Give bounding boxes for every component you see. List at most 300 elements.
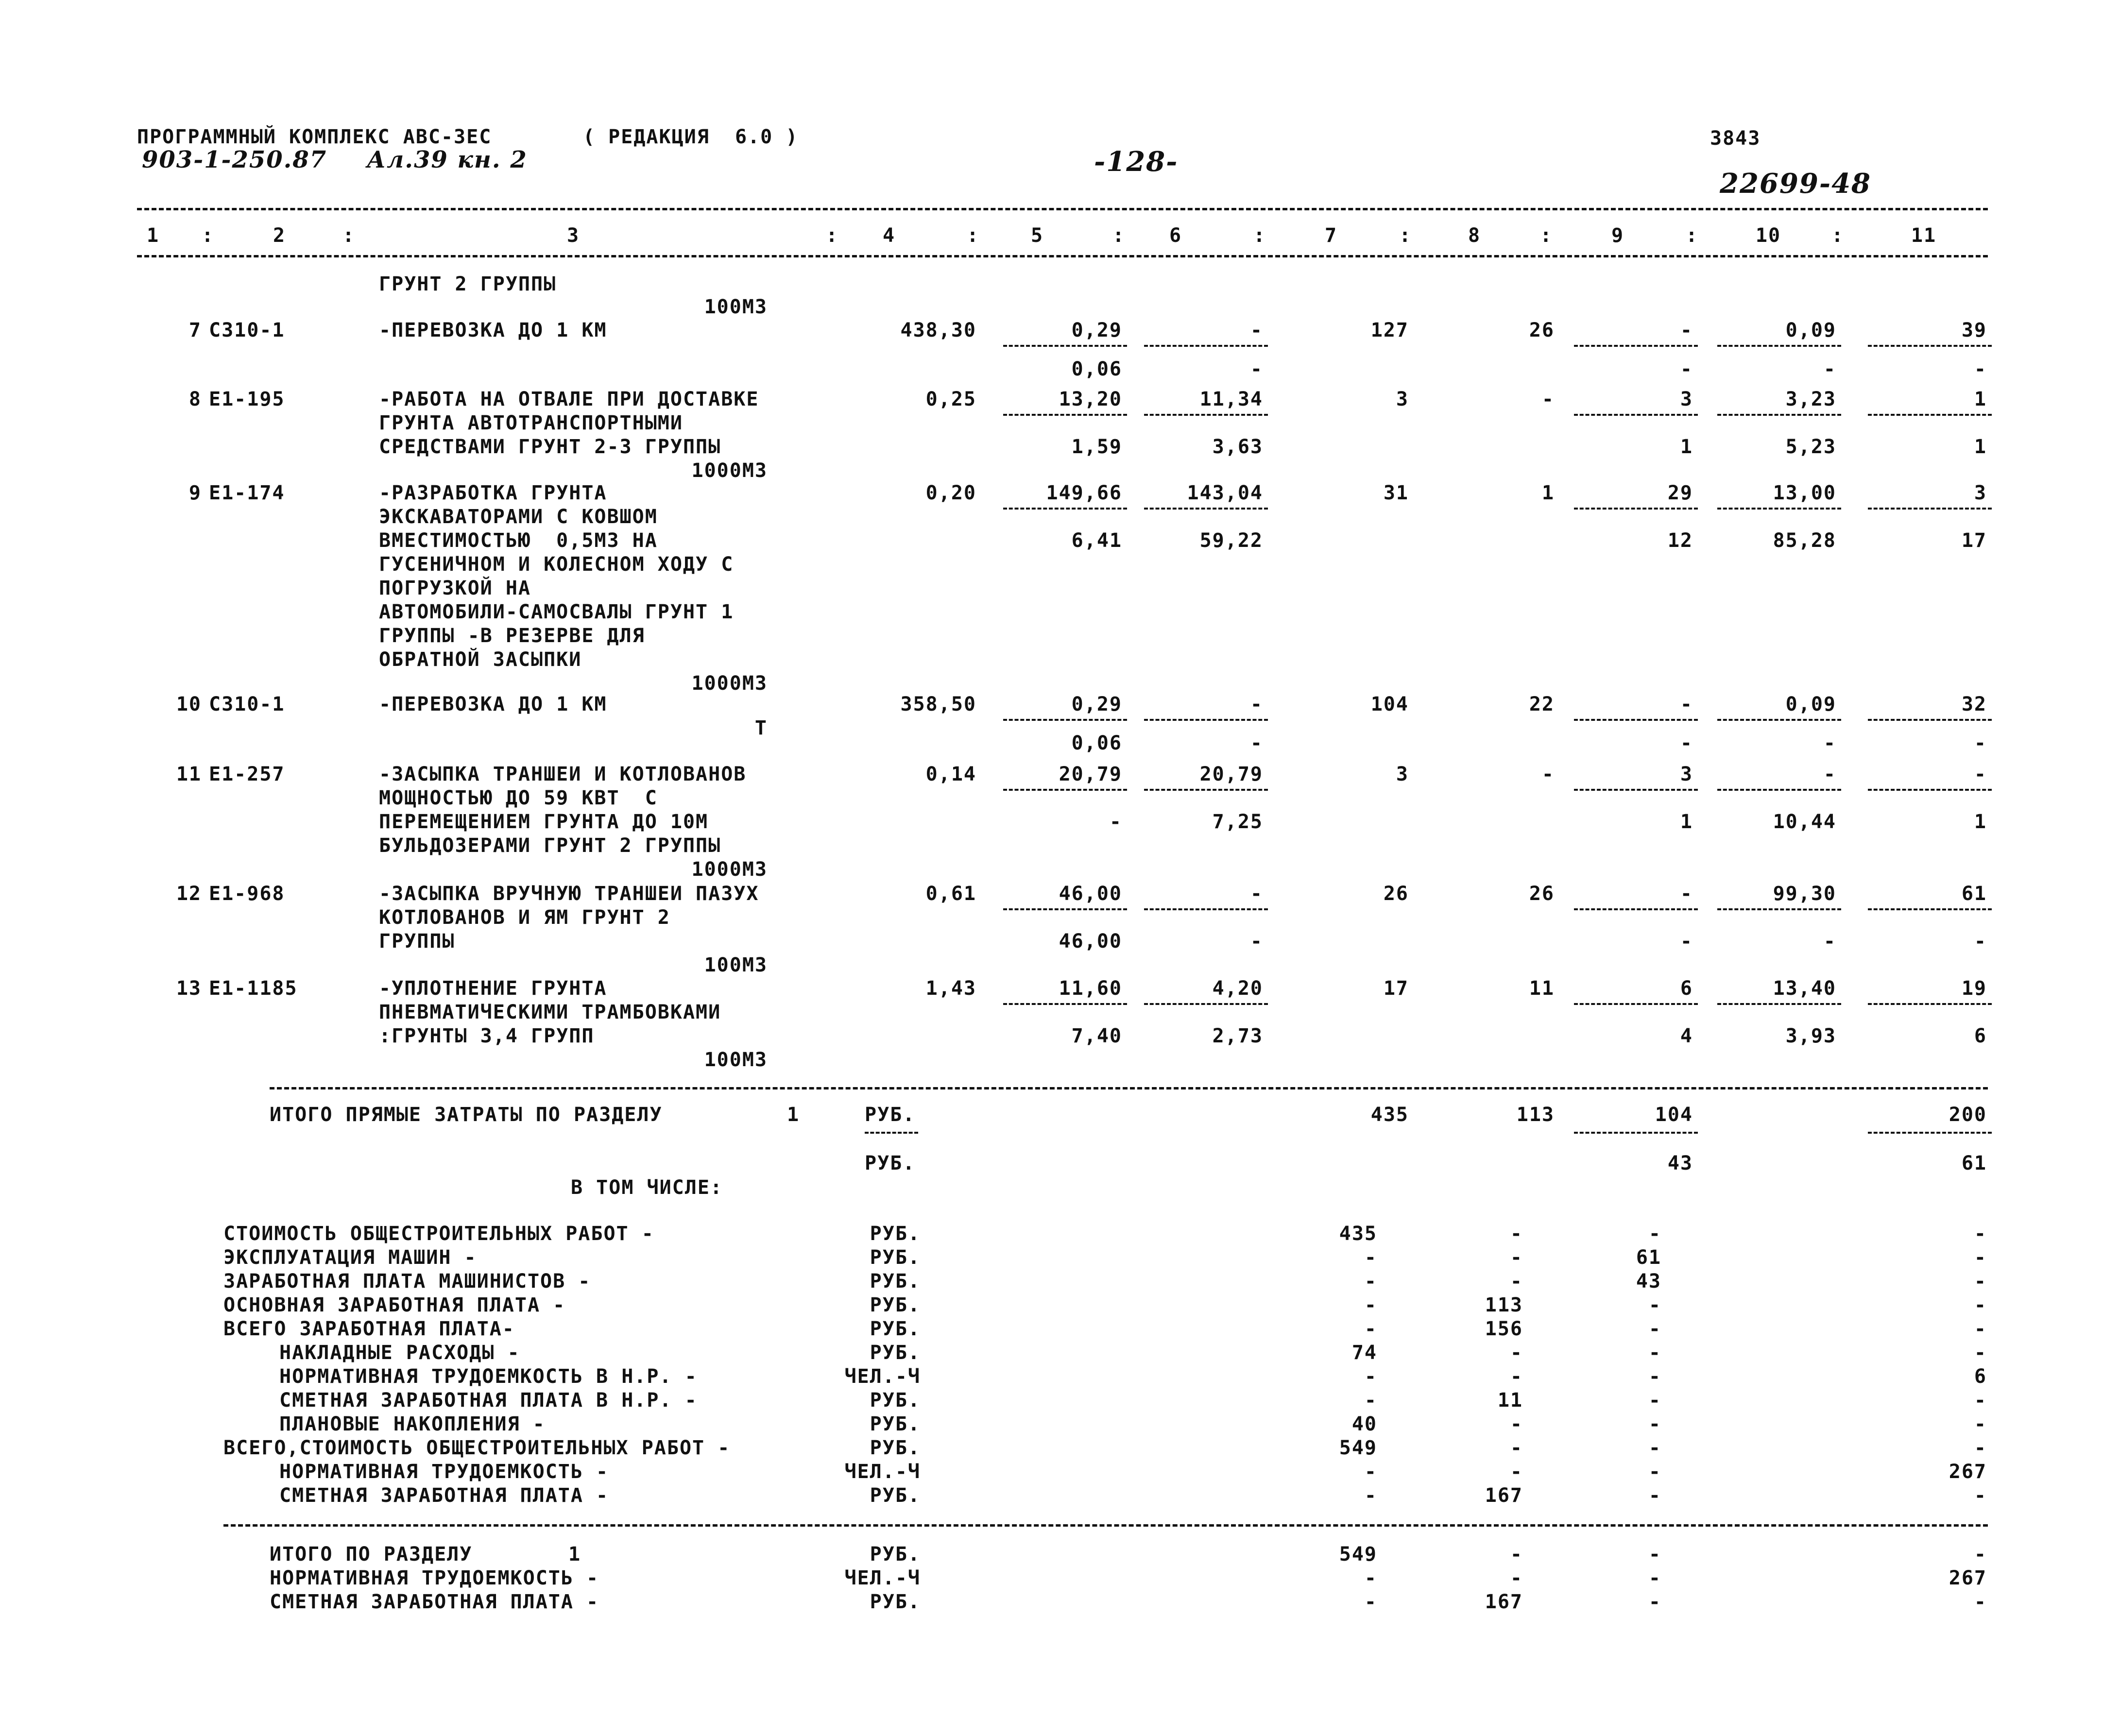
section-total-c11: 267: [1949, 1567, 1987, 1589]
breakdown-label: ОСНОВНАЯ ЗАРАБОТНАЯ ПЛАТА -: [223, 1294, 566, 1316]
program-edition: ( РЕДАКЦИЯ 6.0 ): [583, 126, 799, 148]
cell-c7: 3: [1396, 388, 1409, 410]
cell-c5-bottom: -: [1109, 811, 1122, 833]
breakdown-c11: 267: [1949, 1461, 1987, 1483]
breakdown-c8: 167: [1485, 1484, 1523, 1507]
cell-c6-bottom: -: [1250, 930, 1263, 953]
cell-divider: [1144, 345, 1268, 347]
cell-c5-top: 11,60: [1059, 977, 1122, 1000]
cell-quantity: 438,30: [900, 319, 976, 341]
column-header-7: 7: [1324, 224, 1338, 247]
cell-c8: 22: [1529, 693, 1555, 715]
breakdown-label: НОРМАТИВНАЯ ТРУДОЕМКОСТЬ -: [279, 1461, 609, 1483]
cell-c9-top: 3: [1680, 763, 1693, 785]
row-description-line: :ГРУНТЫ 3,4 ГРУПП: [379, 1025, 595, 1047]
section-total-unit: ЧЕЛ.-Ч: [844, 1567, 921, 1589]
cell-c10-top: -: [1823, 763, 1836, 785]
cell-quantity: 358,50: [900, 693, 976, 715]
cell-c8: 11: [1529, 977, 1555, 1000]
breakdown-c9: -: [1648, 1342, 1661, 1364]
cell-c9-bottom: 12: [1667, 529, 1693, 552]
row-description-line: СРЕДСТВАМИ ГРУНТ 2-3 ГРУППЫ: [379, 436, 721, 458]
row-unit: Т: [754, 717, 768, 739]
breakdown-unit: РУБ.: [870, 1484, 921, 1507]
cell-c6-bottom: 7,25: [1212, 811, 1263, 833]
row-unit: 1000М3: [691, 672, 768, 695]
breakdown-unit: РУБ.: [870, 1318, 921, 1340]
row-unit: 1000М3: [691, 858, 768, 881]
cell-divider: [1574, 719, 1698, 721]
sheet-reference: Ал.39 кн. 2: [367, 146, 528, 173]
cell-c11-bottom: -: [1974, 930, 1987, 953]
breakdown-c7: 549: [1339, 1437, 1377, 1459]
column-separator: :: [1399, 224, 1412, 247]
row-unit: 1000М3: [691, 460, 768, 482]
section-total-c9: -: [1648, 1543, 1661, 1566]
cell-c8: 26: [1529, 883, 1555, 905]
cell-c10-bottom: 10,44: [1773, 811, 1836, 833]
cell-c11-top: 3: [1974, 482, 1987, 504]
breakdown-unit: РУБ.: [870, 1294, 921, 1316]
breakdown-c9: -: [1648, 1437, 1661, 1459]
cell-c8: 26: [1529, 319, 1555, 341]
total-label: ИТОГО ПРЯМЫЕ ЗАТРАТЫ ПО РАЗДЕЛУ: [270, 1104, 663, 1126]
row-pretext: ГРУНТ 2 ГРУППЫ: [379, 273, 557, 295]
total-c9-bottom: 43: [1667, 1152, 1693, 1174]
column-header-1: 1: [146, 224, 160, 247]
cell-c10-bottom: 3,93: [1785, 1025, 1836, 1047]
cell-divider: [1144, 508, 1268, 510]
column-separator: :: [342, 224, 356, 247]
cell-c8: 1: [1541, 482, 1555, 504]
document-code: 903-1-250.87: [142, 146, 327, 173]
cell-c6-top: 4,20: [1212, 977, 1263, 1000]
cell-divider: [1574, 789, 1698, 791]
cell-c5-top: 0,29: [1071, 319, 1122, 341]
cell-divider: [1574, 1003, 1698, 1005]
row-code: С310-1: [209, 319, 285, 341]
row-code: Е1-174: [209, 482, 285, 504]
row-description-line: ЭКСКАВАТОРАМИ С КОВШОМ: [379, 506, 658, 528]
row-number: 9: [188, 482, 202, 504]
cell-c11-bottom: -: [1974, 732, 1987, 754]
totals-top-rule: [270, 1087, 1988, 1089]
row-unit: 100М3: [704, 296, 768, 318]
cell-divider: [1003, 345, 1127, 347]
cell-quantity: 0,61: [925, 883, 976, 905]
cell-c5-top: 20,79: [1059, 763, 1122, 785]
cell-c10-top: 3,23: [1785, 388, 1836, 410]
section-total-c7: 549: [1339, 1543, 1377, 1566]
row-description-line: -РАБОТА НА ОТВАЛЕ ПРИ ДОСТАВКЕ: [379, 388, 759, 410]
breakdown-c7: -: [1364, 1389, 1377, 1412]
cell-c6-top: 20,79: [1199, 763, 1263, 785]
total-section: 1: [787, 1104, 800, 1126]
cell-divider: [1717, 789, 1841, 791]
breakdown-unit: РУБ.: [870, 1246, 921, 1269]
cell-c5-bottom: 0,06: [1071, 732, 1122, 754]
cell-c5-bottom: 1,59: [1071, 436, 1122, 458]
cell-c6-bottom: -: [1250, 358, 1263, 380]
cell-divider: [1144, 414, 1268, 416]
row-code: Е1-195: [209, 388, 285, 410]
total-c9-top: 104: [1655, 1104, 1693, 1126]
row-description-line: -РАЗРАБОТКА ГРУНТА: [379, 482, 607, 504]
cell-c6-top: -: [1250, 319, 1263, 341]
cell-divider: [1868, 789, 1992, 791]
row-description-line: -ПЕРЕВОЗКА ДО 1 КМ: [379, 693, 607, 715]
breakdown-c9: 61: [1636, 1246, 1661, 1269]
row-number: 13: [176, 977, 202, 1000]
cell-c10-top: 13,00: [1773, 482, 1836, 504]
breakdown-label: НАКЛАДНЫЕ РАСХОДЫ -: [279, 1342, 520, 1364]
cell-c6-bottom: 59,22: [1199, 529, 1263, 552]
cell-c10-bottom: -: [1823, 358, 1836, 380]
cell-c5-bottom: 0,06: [1071, 358, 1122, 380]
breakdown-unit: ЧЕЛ.-Ч: [844, 1461, 921, 1483]
total-c11-top: 200: [1949, 1104, 1987, 1126]
breakdown-unit: РУБ.: [870, 1389, 921, 1412]
cell-c10-bottom: -: [1823, 930, 1836, 953]
cell-c5-top: 13,20: [1059, 388, 1122, 410]
cell-divider: [1868, 508, 1992, 510]
cell-c11-top: 32: [1961, 693, 1987, 715]
breakdown-c9: -: [1648, 1413, 1661, 1435]
breakdown-c11: -: [1974, 1223, 1987, 1245]
row-description-line: МОЩНОСТЬЮ ДО 59 КВТ С: [379, 787, 658, 809]
header-bottom-rule: [137, 255, 1988, 257]
breakdown-unit: РУБ.: [870, 1223, 921, 1245]
column-header-6: 6: [1169, 224, 1182, 247]
cell-quantity: 0,25: [925, 388, 976, 410]
row-description-line: -ЗАСЫПКА ВРУЧНУЮ ТРАНШЕИ ПАЗУХ: [379, 883, 759, 905]
cell-c6-top: -: [1250, 883, 1263, 905]
breakdown-unit: РУБ.: [870, 1437, 921, 1459]
cell-divider: [1003, 1003, 1127, 1005]
breakdown-c7: -: [1364, 1270, 1377, 1293]
breakdown-c8: -: [1510, 1413, 1523, 1435]
cell-c10-bottom: -: [1823, 732, 1836, 754]
including-label: В ТОМ ЧИСЛЕ:: [571, 1176, 723, 1199]
cell-divider: [1003, 508, 1127, 510]
breakdown-label: ВСЕГО ЗАРАБОТНАЯ ПЛАТА-: [223, 1318, 515, 1340]
breakdown-c7: 435: [1339, 1223, 1377, 1245]
cell-divider: [1868, 719, 1992, 721]
breakdown-c7: -: [1364, 1246, 1377, 1269]
cell-divider: [1003, 908, 1127, 910]
breakdown-c11: -: [1974, 1318, 1987, 1340]
cell-c6-bottom: 3,63: [1212, 436, 1263, 458]
column-separator: :: [1112, 224, 1126, 247]
cell-quantity: 0,20: [925, 482, 976, 504]
row-code: Е1-1185: [209, 977, 298, 1000]
section-total-c8: 167: [1485, 1591, 1523, 1613]
breakdown-label: СМЕТНАЯ ЗАРАБОТНАЯ ПЛАТА В Н.Р. -: [279, 1389, 698, 1412]
cell-divider: [1003, 789, 1127, 791]
cell-c6-bottom: -: [1250, 732, 1263, 754]
breakdown-label: ЗАРАБОТНАЯ ПЛАТА МАШИНИСТОВ -: [223, 1270, 591, 1293]
cell-c9-top: 6: [1680, 977, 1693, 1000]
breakdown-c9: -: [1648, 1461, 1661, 1483]
breakdown-c8: -: [1510, 1342, 1523, 1364]
cell-c11-top: -: [1974, 763, 1987, 785]
cell-c10-bottom: 85,28: [1773, 529, 1836, 552]
breakdown-c11: -: [1974, 1437, 1987, 1459]
cell-c9-top: -: [1680, 319, 1693, 341]
column-separator: :: [826, 224, 839, 247]
breakdown-label: СМЕТНАЯ ЗАРАБОТНАЯ ПЛАТА -: [279, 1484, 609, 1507]
breakdown-c8: -: [1510, 1437, 1523, 1459]
breakdown-unit: РУБ.: [870, 1270, 921, 1293]
breakdown-c8: 11: [1497, 1389, 1523, 1412]
breakdown-c9: 43: [1636, 1270, 1661, 1293]
cell-quantity: 1,43: [925, 977, 976, 1000]
cell-divider: [1003, 719, 1127, 721]
cell-divider: [1574, 414, 1698, 416]
breakdown-label: ЭКСПЛУАТАЦИЯ МАШИН -: [223, 1246, 477, 1269]
cell-c7: 31: [1383, 482, 1409, 504]
breakdown-c11: -: [1974, 1342, 1987, 1364]
row-description-line: -ЗАСЫПКА ТРАНШЕИ И КОТЛОВАНОВ: [379, 763, 747, 785]
header-top-rule: [137, 208, 1988, 210]
cell-divider: [1144, 1003, 1268, 1005]
column-header-2: 2: [273, 224, 286, 247]
cell-divider: [1868, 414, 1992, 416]
cell-c5-top: 0,29: [1071, 693, 1122, 715]
row-code: Е1-257: [209, 763, 285, 785]
row-description-line: БУЛЬДОЗЕРАМИ ГРУНТ 2 ГРУППЫ: [379, 834, 721, 857]
row-description-line: ГУСЕНИЧНОМ И КОЛЕСНОМ ХОДУ С: [379, 553, 734, 576]
row-number: 12: [176, 883, 202, 905]
cell-c10-bottom: 5,23: [1785, 436, 1836, 458]
breakdown-c11: -: [1974, 1294, 1987, 1316]
row-description-line: АВТОМОБИЛИ-САМОСВАЛЫ ГРУНТ 1: [379, 601, 734, 623]
cell-c11-bottom: 1: [1974, 811, 1987, 833]
cell-c9-bottom: -: [1680, 732, 1693, 754]
breakdown-c8: -: [1510, 1365, 1523, 1388]
cell-c9-bottom: 1: [1680, 436, 1693, 458]
cell-c5-bottom: 7,40: [1071, 1025, 1122, 1047]
cell-c5-top: 149,66: [1046, 482, 1122, 504]
cell-c11-top: 1: [1974, 388, 1987, 410]
section-total-c8: -: [1510, 1567, 1523, 1589]
cell-c11-bottom: 1: [1974, 436, 1987, 458]
total-divider: [1868, 1132, 1992, 1134]
breakdown-c8: -: [1510, 1270, 1523, 1293]
section-total-c7: -: [1364, 1591, 1377, 1613]
cell-c10-top: 13,40: [1773, 977, 1836, 1000]
cell-c9-bottom: -: [1680, 930, 1693, 953]
cell-c7: 17: [1383, 977, 1409, 1000]
breakdown-unit: РУБ.: [870, 1413, 921, 1435]
cell-quantity: 0,14: [925, 763, 976, 785]
cell-c7: 127: [1370, 319, 1409, 341]
column-separator: :: [202, 224, 215, 247]
cell-divider: [1868, 908, 1992, 910]
row-number: 11: [176, 763, 202, 785]
breakdown-unit: ЧЕЛ.-Ч: [844, 1365, 921, 1388]
column-header-9: 9: [1611, 224, 1624, 247]
breakdown-c8: -: [1510, 1461, 1523, 1483]
column-header-10: 10: [1755, 224, 1781, 247]
cell-divider: [1717, 414, 1841, 416]
breakdown-c11: -: [1974, 1270, 1987, 1293]
cell-c10-top: 0,09: [1785, 693, 1836, 715]
column-separator: :: [967, 224, 980, 247]
row-number: 7: [188, 319, 202, 341]
cell-divider: [1868, 1003, 1992, 1005]
cell-divider: [1717, 908, 1841, 910]
cell-c10-top: 0,09: [1785, 319, 1836, 341]
cell-divider: [1574, 908, 1698, 910]
cell-divider: [1574, 345, 1698, 347]
row-number: 8: [188, 388, 202, 410]
breakdown-c9: -: [1648, 1294, 1661, 1316]
cell-c5-top: 46,00: [1059, 883, 1122, 905]
breakdown-c11: -: [1974, 1389, 1987, 1412]
section-total-unit: РУБ.: [870, 1543, 921, 1566]
cell-c9-bottom: -: [1680, 358, 1693, 380]
page-number: -128-: [1094, 146, 1179, 178]
breakdown-c7: -: [1364, 1484, 1377, 1507]
cell-divider: [1003, 414, 1127, 416]
cell-c5-bottom: 6,41: [1071, 529, 1122, 552]
total-c7: 435: [1370, 1104, 1409, 1126]
breakdown-label: НОРМАТИВНАЯ ТРУДОЕМКОСТЬ В Н.Р. -: [279, 1365, 698, 1388]
cell-divider: [1717, 1003, 1841, 1005]
breakdown-c11: -: [1974, 1246, 1987, 1269]
cell-c8: -: [1541, 763, 1555, 785]
row-description-line: ОБРАТНОЙ ЗАСЫПКИ: [379, 648, 582, 671]
cell-c7: 3: [1396, 763, 1409, 785]
column-header-11: 11: [1911, 224, 1937, 247]
cell-c11-top: 61: [1961, 883, 1987, 905]
breakdown-c7: 74: [1351, 1342, 1377, 1364]
breakdown-c9: -: [1648, 1484, 1661, 1507]
total-unit: РУБ.: [865, 1104, 916, 1126]
row-description-line: ПЕРЕМЕЩЕНИЕМ ГРУНТА ДО 10М: [379, 811, 709, 833]
column-separator: :: [1253, 224, 1266, 247]
breakdown-c8: 156: [1485, 1318, 1523, 1340]
cell-divider: [1868, 345, 1992, 347]
breakdown-c9: -: [1648, 1318, 1661, 1340]
total-unit-divider: [865, 1132, 918, 1134]
cell-divider: [1717, 719, 1841, 721]
section-total-label: НОРМАТИВНАЯ ТРУДОЕМКОСТЬ -: [270, 1567, 599, 1589]
column-header-5: 5: [1030, 224, 1044, 247]
breakdown-c9: -: [1648, 1223, 1661, 1245]
cell-c6-bottom: 2,73: [1212, 1025, 1263, 1047]
row-description-line: ПОГРУЗКОЙ НА: [379, 577, 531, 599]
breakdown-unit: РУБ.: [870, 1342, 921, 1364]
cell-c11-bottom: 17: [1961, 529, 1987, 552]
cell-c5-bottom: 46,00: [1059, 930, 1122, 953]
column-header-4: 4: [882, 224, 896, 247]
section-total-c11: -: [1974, 1543, 1987, 1566]
cell-c7: 104: [1370, 693, 1409, 715]
cell-c9-top: -: [1680, 883, 1693, 905]
cell-c6-top: -: [1250, 693, 1263, 715]
column-separator: :: [1831, 224, 1845, 247]
column-separator: :: [1686, 224, 1699, 247]
breakdown-c7: -: [1364, 1461, 1377, 1483]
column-header-8: 8: [1468, 224, 1481, 247]
cell-divider: [1717, 508, 1841, 510]
total-unit-2: РУБ.: [865, 1152, 916, 1174]
section-total-c11: -: [1974, 1591, 1987, 1613]
total-c8: 113: [1516, 1104, 1555, 1126]
row-description-line: -УПЛОТНЕНИЕ ГРУНТА: [379, 977, 607, 1000]
cell-c9-bottom: 1: [1680, 811, 1693, 833]
column-separator: :: [1540, 224, 1553, 247]
row-code: Е1-968: [209, 883, 285, 905]
breakdown-c7: -: [1364, 1294, 1377, 1316]
breakdown-c11: -: [1974, 1413, 1987, 1435]
section-total-c9: -: [1648, 1567, 1661, 1589]
total-c11-bottom: 61: [1961, 1152, 1987, 1174]
cell-c9-top: 29: [1667, 482, 1693, 504]
handwritten-number: 22699-48: [1720, 168, 1871, 200]
breakdown-c11: 6: [1974, 1365, 1987, 1388]
section-total-c7: -: [1364, 1567, 1377, 1589]
section-total-unit: РУБ.: [870, 1591, 921, 1613]
row-description-line: ГРУППЫ -В РЕЗЕРВЕ ДЛЯ: [379, 625, 645, 647]
row-description-line: -ПЕРЕВОЗКА ДО 1 КМ: [379, 319, 607, 341]
cell-divider: [1144, 719, 1268, 721]
breakdown-c7: 40: [1351, 1413, 1377, 1435]
program-title: ПРОГРАММНЫЙ КОМПЛЕКС АВС-ЗЕС: [137, 126, 492, 148]
cell-divider: [1144, 789, 1268, 791]
cell-c10-top: 99,30: [1773, 883, 1836, 905]
row-number: 10: [176, 693, 202, 715]
cell-c9-top: 3: [1680, 388, 1693, 410]
section-total-label: ИТОГО ПО РАЗДЕЛУ: [270, 1543, 473, 1566]
row-description-line: КОТЛОВАНОВ И ЯМ ГРУНТ 2: [379, 906, 670, 929]
breakdown-c7: -: [1364, 1318, 1377, 1340]
breakdown-c11: -: [1974, 1484, 1987, 1507]
cell-c11-bottom: -: [1974, 358, 1987, 380]
cell-c8: -: [1541, 388, 1555, 410]
cell-c11-bottom: 6: [1974, 1025, 1987, 1047]
cell-c7: 26: [1383, 883, 1409, 905]
row-unit: 100М3: [704, 954, 768, 976]
cell-c11-top: 19: [1961, 977, 1987, 1000]
cell-c6-top: 143,04: [1187, 482, 1263, 504]
row-description-line: ГРУНТА АВТОТРАНСПОРТНЫМИ: [379, 412, 683, 434]
row-description-line: ВМЕСТИМОСТЬЮ 0,5М3 НА: [379, 529, 658, 552]
row-code: С310-1: [209, 693, 285, 715]
cell-divider: [1144, 908, 1268, 910]
section-total-c8: -: [1510, 1543, 1523, 1566]
row-description-line: ПНЕВМАТИЧЕСКИМИ ТРАМБОВКАМИ: [379, 1001, 721, 1023]
cell-divider: [1717, 345, 1841, 347]
breakdown-c8: -: [1510, 1246, 1523, 1269]
breakdown-label: ВСЕГО,СТОИМОСТЬ ОБЩЕСТРОИТЕЛЬНЫХ РАБОТ -: [223, 1437, 731, 1459]
column-header-3: 3: [566, 224, 580, 247]
cell-c9-top: -: [1680, 693, 1693, 715]
reference-number: 3843: [1710, 127, 1761, 150]
breakdown-c9: -: [1648, 1365, 1661, 1388]
cell-divider: [1574, 508, 1698, 510]
section-total-rule: [223, 1524, 1988, 1527]
cell-c6-top: 11,34: [1199, 388, 1263, 410]
section-total-c9: -: [1648, 1591, 1661, 1613]
total-divider: [1574, 1132, 1698, 1134]
breakdown-c8: 113: [1485, 1294, 1523, 1316]
cell-c9-bottom: 4: [1680, 1025, 1693, 1047]
breakdown-c9: -: [1648, 1389, 1661, 1412]
breakdown-c7: -: [1364, 1365, 1377, 1388]
